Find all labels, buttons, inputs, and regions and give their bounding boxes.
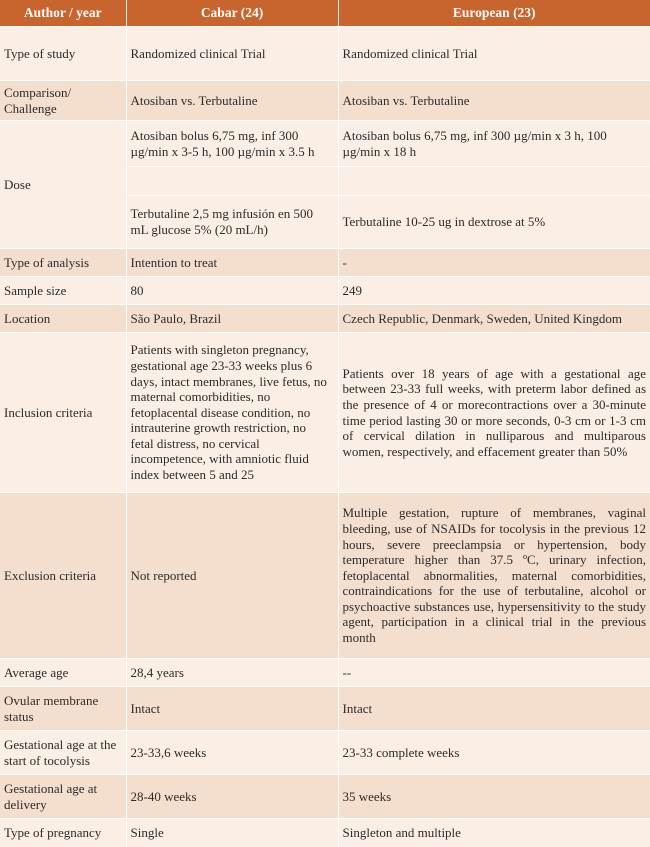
table-row (0, 81, 650, 121)
row-label: Inclusion criteria (0, 333, 126, 493)
row-label: Sample size (0, 277, 126, 305)
row-label: Type of analysis (0, 249, 126, 277)
european-cell: 249 (338, 277, 650, 305)
european-dose-terbutaline: Terbutaline 10-25 ug in dextrose at 5% (339, 195, 650, 248)
table-row (0, 249, 650, 277)
cabar-cell: Intention to treat (126, 249, 338, 277)
cabar-dose-terbutaline: Terbutaline 2,5 mg infusión en 500 mL glucose 5% (20 mL/h) (127, 195, 338, 248)
header-european: European (23) (338, 0, 650, 27)
cabar-cell: 28-40 weeks (126, 775, 338, 819)
row-label: Comparison/ Challenge (0, 81, 126, 121)
table-row (0, 659, 650, 687)
cabar-dose-spacer (127, 166, 338, 195)
table-row (0, 687, 650, 731)
cabar-cell (126, 121, 338, 249)
european-dose-spacer (339, 166, 650, 195)
header-row (0, 0, 650, 27)
cabar-cell: 23-33,6 weeks (126, 731, 338, 775)
table-row (0, 775, 650, 819)
table-row (0, 333, 650, 493)
row-label: Gestational age at the start of tocolysis (0, 731, 126, 775)
european-cell: 23-33 complete weeks (338, 731, 650, 775)
cabar-cell: Not reported (126, 493, 338, 659)
row-label: Type of study (0, 27, 126, 81)
row-label: Average age (0, 659, 126, 687)
cabar-cell: São Paulo, Brazil (126, 305, 338, 333)
cabar-cell: Patients with singleton pregnancy, gestational age 23-33 weeks plus 6 days, intact membranes, live fetus, no maternal comorbidities, no fetoplacental disease condition, no intrauterine growth restriction, no fetal distress, no cervical incompetence, with amniotic fluid index between 5 and 25 (126, 333, 338, 493)
table-row (0, 305, 650, 333)
row-label: Dose (0, 121, 126, 249)
row-label: Ovular membrane status (0, 687, 126, 731)
european-cell: - (338, 249, 650, 277)
table-row (0, 819, 650, 847)
table-row (0, 277, 650, 305)
row-label: Type of pregnancy (0, 819, 126, 847)
european-cell: Czech Republic, Denmark, Sweden, United Kingdom (338, 305, 650, 333)
cabar-cell: 28,4 years (126, 659, 338, 687)
european-cell: Intact (338, 687, 650, 731)
cabar-cell: Randomized clinical Trial (126, 27, 338, 81)
header-cabar: Cabar (24) (126, 0, 338, 27)
european-dose-atosiban: Atosiban bolus 6,75 mg, inf 300 µg/min x 3 h, 100 µg/min x 18 h (339, 122, 650, 166)
european-cell: 35 weeks (338, 775, 650, 819)
european-cell (338, 121, 650, 249)
table-row (0, 493, 650, 659)
table-row (0, 731, 650, 775)
european-cell: Atosiban vs. Terbutaline (338, 81, 650, 121)
row-label: Gestational age at delivery (0, 775, 126, 819)
european-cell: Multiple gestation, rupture of membranes, vaginal bleeding, use of NSAIDs for tocolysis in the previous 12 hours, severe preeclampsia or hypertension, body temperature higher than 37.5 ºC, urinary infection, fetoplacental abnormalities, maternal comorbidities, contraindications for the use of terbutaline, alcohol or psychoactive substances use, hypersensitivity to the study agent, participation in a clinical trial in the previous month (338, 493, 650, 659)
row-label: Location (0, 305, 126, 333)
cabar-dose-atosiban: Atosiban bolus 6,75 mg, inf 300 µg/min x 3-5 h, 100 µg/min x 3.5 h (127, 122, 338, 166)
row-label: Exclusion criteria (0, 493, 126, 659)
european-cell: Patients over 18 years of age with a gestational age between 23-33 full weeks, with preterm labor defined as the presence of 4 or morecontractions over a 30-minute time period lasting 30 or more seconds, 0-3 cm or 1-3 cm of cervical dilation in nulliparous and multiparous women, respectively, and effacement greater than 50% (338, 333, 650, 493)
cabar-cell: 80 (126, 277, 338, 305)
cabar-cell: Single (126, 819, 338, 847)
european-cell: Singleton and multiple (338, 819, 650, 847)
header-author-year: Author / year (0, 0, 126, 27)
cabar-cell: Intact (126, 687, 338, 731)
table-row (0, 121, 650, 249)
table-row (0, 27, 650, 81)
european-cell: Randomized clinical Trial (338, 27, 650, 81)
european-cell: -- (338, 659, 650, 687)
cabar-cell: Atosiban vs. Terbutaline (126, 81, 338, 121)
